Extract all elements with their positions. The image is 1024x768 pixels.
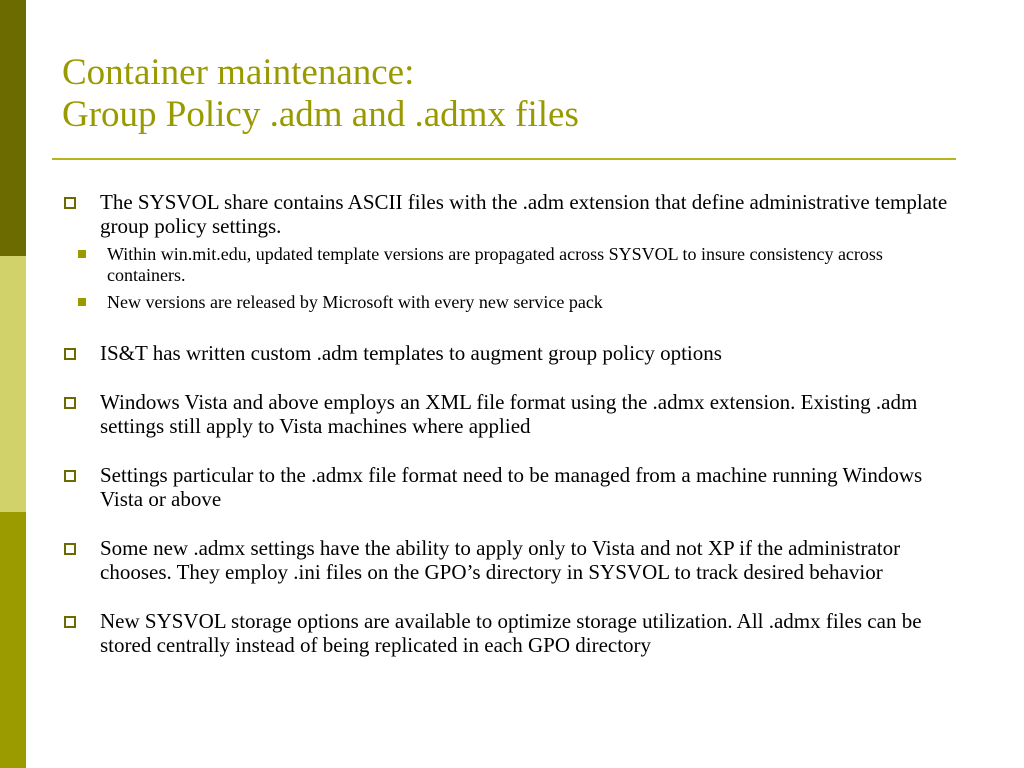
bullet-text: IS&T has written custom .adm templates to augment group policy options bbox=[100, 341, 722, 365]
bullet-item bbox=[62, 536, 962, 584]
bullet-item bbox=[62, 190, 962, 238]
bullet-text: Settings particular to the .admx file format need to be managed from a machine running Windows Vista or above bbox=[100, 463, 923, 511]
bullet-item bbox=[62, 390, 962, 438]
sidebar-segment-light bbox=[0, 256, 26, 512]
bullet-item bbox=[62, 341, 962, 365]
sidebar-segment-dark bbox=[0, 0, 26, 256]
slide-title bbox=[62, 52, 962, 136]
bullet-item bbox=[62, 609, 962, 657]
title-line-2: Group Policy .adm and .admx files bbox=[62, 94, 579, 135]
filled-square-bullet-icon bbox=[78, 298, 86, 306]
title-divider bbox=[52, 158, 956, 160]
hollow-square-bullet-icon bbox=[64, 470, 76, 482]
filled-square-bullet-icon bbox=[78, 250, 86, 258]
sub-bullet-text: Within win.mit.edu, updated template versions are propagated across SYSVOL to insure consistency across containers. bbox=[107, 244, 883, 285]
bullet-text: New SYSVOL storage options are available to optimize storage utilization. All .admx files can be stored centrally instead of being replicated in each GPO directory bbox=[100, 609, 922, 657]
bullet-text: Windows Vista and above employs an XML file format using the .admx extension. Existing .adm settings still apply to Vista machines where applied bbox=[100, 390, 918, 438]
sidebar-segment-mid bbox=[0, 512, 26, 768]
sub-bullet-item bbox=[62, 292, 962, 313]
hollow-square-bullet-icon bbox=[64, 197, 76, 209]
slide-body bbox=[62, 190, 962, 657]
hollow-square-bullet-icon bbox=[64, 616, 76, 628]
bullet-text: Some new .admx settings have the ability to apply only to Vista and not XP if the administrator chooses. They employ .ini files on the GPO’s directory in SYSVOL to track desired behavior bbox=[100, 536, 901, 584]
title-line-1: Container maintenance: bbox=[62, 52, 415, 93]
bullet-text: The SYSVOL share contains ASCII files with the .adm extension that define administrative template group policy settings. bbox=[100, 190, 948, 238]
hollow-square-bullet-icon bbox=[64, 543, 76, 555]
sidebar-accent bbox=[0, 0, 26, 768]
hollow-square-bullet-icon bbox=[64, 397, 76, 409]
sub-bullet-item bbox=[62, 244, 962, 286]
bullet-item bbox=[62, 463, 962, 511]
sub-bullet-text: New versions are released by Microsoft with every new service pack bbox=[107, 292, 603, 312]
hollow-square-bullet-icon bbox=[64, 348, 76, 360]
